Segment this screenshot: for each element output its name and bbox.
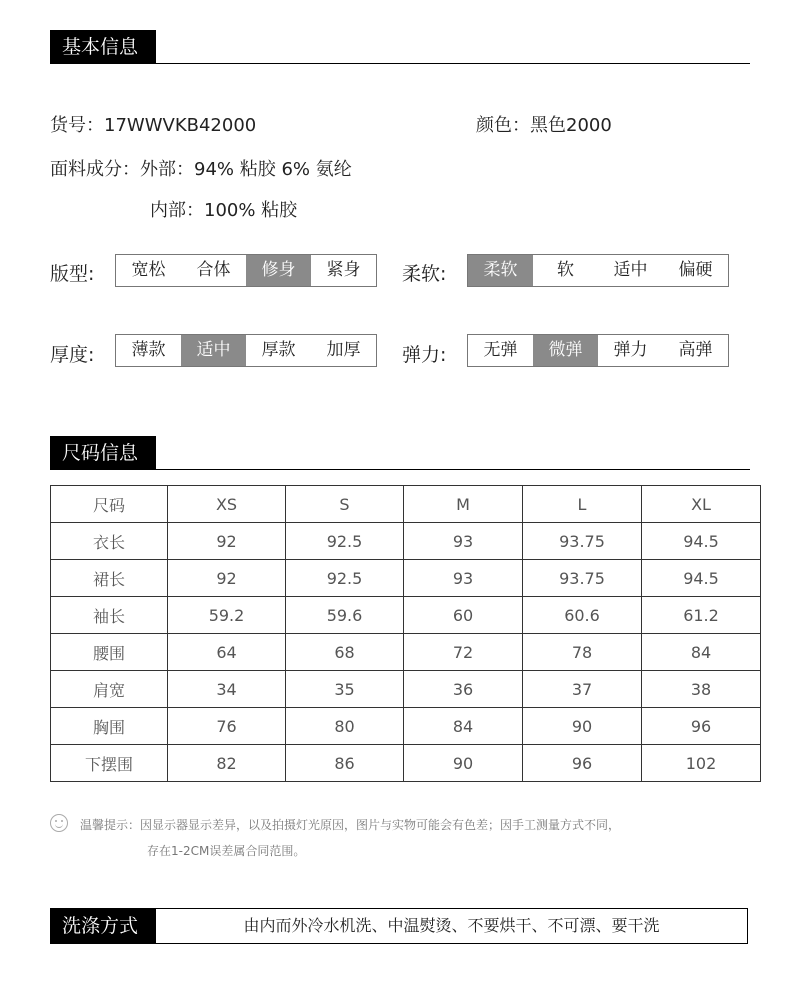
notice-line-2: 存在1-2CM误差属合同范围。 xyxy=(147,844,306,858)
table-cell: 60 xyxy=(404,597,523,634)
thickness-option[interactable]: 适中 xyxy=(181,335,246,366)
elasticity-option[interactable]: 弹力 xyxy=(613,340,648,360)
table-row xyxy=(51,560,761,597)
wash-instructions: 由内而外冷水机洗、中温熨烫、不要烘干、不可漂、要干洗 xyxy=(243,916,660,935)
table-cell: 96 xyxy=(523,745,642,782)
header-cell: L xyxy=(523,486,642,523)
elasticity-option[interactable]: 微弹 xyxy=(533,335,598,366)
table-cell: 92.5 xyxy=(286,523,404,560)
elasticity-option[interactable]: 无弹 xyxy=(483,340,518,360)
product-color: 颜色：黑色2000 xyxy=(476,115,612,136)
table-cell: 38 xyxy=(642,671,761,708)
thickness-option[interactable]: 薄款 xyxy=(131,340,166,360)
table-cell: 72 xyxy=(404,634,523,671)
table-cell: 34 xyxy=(168,671,286,708)
table-cell: 92 xyxy=(168,523,286,560)
table-cell: 93 xyxy=(404,523,523,560)
elasticity-label: 弹力: xyxy=(402,344,447,366)
fabric-inner: 内部：100% 粘胶 xyxy=(150,200,298,221)
size-info-title: 尺码信息 xyxy=(50,436,156,470)
thickness-selector xyxy=(115,334,377,367)
table-row xyxy=(51,745,761,782)
notice-line-1: 温馨提示：因显示器显示差异，以及拍摄灯光原因，图片与实物可能会有色差；因手工测量方式不同， xyxy=(80,818,621,832)
fit-option[interactable]: 合体 xyxy=(196,260,231,280)
table-row xyxy=(51,671,761,708)
table-cell: 60.6 xyxy=(523,597,642,634)
table-cell: 82 xyxy=(168,745,286,782)
table-cell: 93.75 xyxy=(523,560,642,597)
softness-option[interactable]: 柔软 xyxy=(468,255,533,286)
table-cell: 裙长 xyxy=(51,560,168,597)
table-cell: 93.75 xyxy=(523,523,642,560)
table-cell: 59.2 xyxy=(168,597,286,634)
wash-title: 洗涤方式 xyxy=(50,908,156,944)
table-cell: 59.6 xyxy=(286,597,404,634)
fit-label: 版型: xyxy=(50,263,95,285)
divider xyxy=(50,469,750,470)
header-cell: XS xyxy=(168,486,286,523)
table-cell: 36 xyxy=(404,671,523,708)
table-cell: 102 xyxy=(642,745,761,782)
table-cell: 92.5 xyxy=(286,560,404,597)
table-cell: 下摆围 xyxy=(51,745,168,782)
table-header-row xyxy=(51,486,761,523)
softness-option[interactable]: 软 xyxy=(557,260,574,280)
elasticity-option[interactable]: 高弹 xyxy=(678,340,713,360)
header-cell: M xyxy=(404,486,523,523)
table-cell: 90 xyxy=(404,745,523,782)
table-cell: 92 xyxy=(168,560,286,597)
table-cell: 腰围 xyxy=(51,634,168,671)
item-number: 货号：17WWVKB42000 xyxy=(50,115,257,136)
size-info-header xyxy=(50,436,750,470)
table-cell: 84 xyxy=(642,634,761,671)
basic-info-title: 基本信息 xyxy=(50,30,156,64)
table-cell: 78 xyxy=(523,634,642,671)
header-cell: XL xyxy=(642,486,761,523)
table-row xyxy=(51,708,761,745)
table-cell: 96 xyxy=(642,708,761,745)
table-row xyxy=(51,634,761,671)
table-cell: 64 xyxy=(168,634,286,671)
elasticity-selector xyxy=(467,334,729,367)
table-cell: 76 xyxy=(168,708,286,745)
fit-option[interactable]: 修身 xyxy=(246,255,311,286)
table-cell: 61.2 xyxy=(642,597,761,634)
basic-info-header xyxy=(50,30,750,64)
table-cell: 94.5 xyxy=(642,523,761,560)
thickness-label: 厚度: xyxy=(50,344,95,366)
table-cell: 37 xyxy=(523,671,642,708)
thickness-option[interactable]: 加厚 xyxy=(326,340,361,360)
wash-section xyxy=(50,908,748,944)
table-cell: 80 xyxy=(286,708,404,745)
divider xyxy=(50,63,750,64)
softness-option[interactable]: 偏硬 xyxy=(678,260,713,280)
table-cell: 35 xyxy=(286,671,404,708)
table-cell: 90 xyxy=(523,708,642,745)
fabric-outer: 面料成分：外部：94% 粘胶 6% 氨纶 xyxy=(50,159,352,180)
table-cell: 胸围 xyxy=(51,708,168,745)
table-cell: 94.5 xyxy=(642,560,761,597)
softness-option[interactable]: 适中 xyxy=(613,260,648,280)
table-row xyxy=(51,523,761,560)
size-table xyxy=(50,485,761,782)
header-cell: 尺码 xyxy=(51,486,168,523)
table-row xyxy=(51,597,761,634)
table-cell: 84 xyxy=(404,708,523,745)
table-cell: 衣长 xyxy=(51,523,168,560)
table-cell: 86 xyxy=(286,745,404,782)
fit-option[interactable]: 宽松 xyxy=(131,260,166,280)
table-cell: 袖长 xyxy=(51,597,168,634)
fit-selector xyxy=(115,254,377,287)
table-cell: 68 xyxy=(286,634,404,671)
softness-label: 柔软: xyxy=(402,263,447,285)
thickness-option[interactable]: 厚款 xyxy=(261,340,296,360)
table-cell: 93 xyxy=(404,560,523,597)
smile-icon xyxy=(50,814,68,832)
fit-option[interactable]: 紧身 xyxy=(326,260,361,280)
header-cell: S xyxy=(286,486,404,523)
table-cell: 肩宽 xyxy=(51,671,168,708)
softness-selector xyxy=(467,254,729,287)
